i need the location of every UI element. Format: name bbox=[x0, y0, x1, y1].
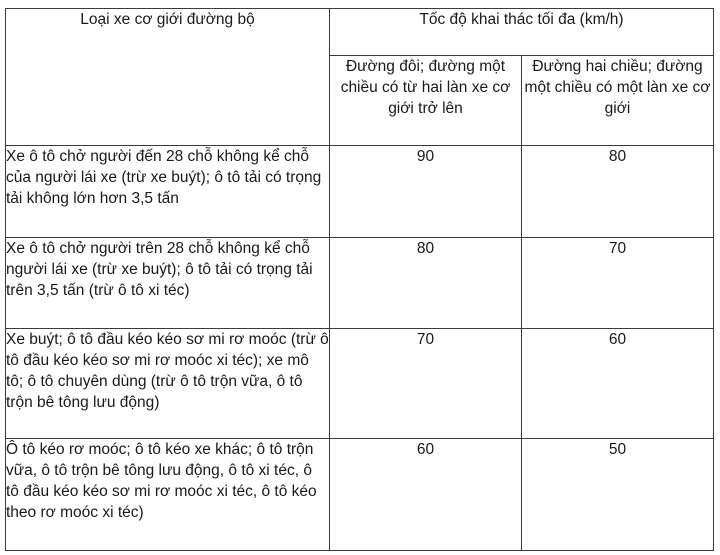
header-undivided-road: Đường hai chiều; đường một chiều có một làn xe cơ giới bbox=[522, 56, 714, 146]
divided-speed-cell: 90 bbox=[330, 146, 522, 238]
vehicle-type-cell: Ô tô kéo rơ moóc; ô tô kéo xe khác; ô tô trộn vữa, ô tô trộn bê tông lưu động, ô tô xi téc, ô tô đầu kéo kéo sơ mi rơ moóc xi téc, ô tô kéo theo rơ moóc xi téc) bbox=[6, 439, 330, 551]
divided-speed-cell: 60 bbox=[330, 439, 522, 551]
vehicle-type-cell: Xe ô tô chở người trên 28 chỗ không kể chỗ người lái xe (trừ xe buýt); ô tô tải có trọng tải trên 3,5 tấn (trừ ô tô xi téc) bbox=[6, 238, 330, 329]
table-row bbox=[6, 439, 714, 551]
table-row bbox=[6, 238, 714, 329]
undivided-speed-cell: 50 bbox=[522, 439, 714, 551]
vehicle-type-cell: Xe ô tô chở người đến 28 chỗ không kể chỗ của người lái xe (trừ xe buýt); ô tô tải có trọng tải không lớn hơn 3,5 tấn bbox=[6, 146, 330, 238]
header-max-speed: Tốc độ khai thác tối đa (km/h) bbox=[330, 9, 714, 56]
undivided-speed-cell: 70 bbox=[522, 238, 714, 329]
header-vehicle-type: Loại xe cơ giới đường bộ bbox=[6, 9, 330, 146]
vehicle-type-cell: Xe buýt; ô tô đầu kéo kéo sơ mi rơ moóc (trừ ô tô đầu kéo kéo sơ mi rơ moóc xi téc); xe mô tô; ô tô chuyên dùng (trừ ô tô trộn vữa, ô tô trộn bê tông lưu động) bbox=[6, 329, 330, 439]
table-row bbox=[6, 146, 714, 238]
undivided-speed-cell: 80 bbox=[522, 146, 714, 238]
divided-speed-cell: 70 bbox=[330, 329, 522, 439]
undivided-speed-cell: 60 bbox=[522, 329, 714, 439]
speed-limit-table bbox=[5, 8, 714, 551]
divided-speed-cell: 80 bbox=[330, 238, 522, 329]
table-row bbox=[6, 329, 714, 439]
header-divided-road: Đường đôi; đường một chiều có từ hai làn xe cơ giới trở lên bbox=[330, 56, 522, 146]
